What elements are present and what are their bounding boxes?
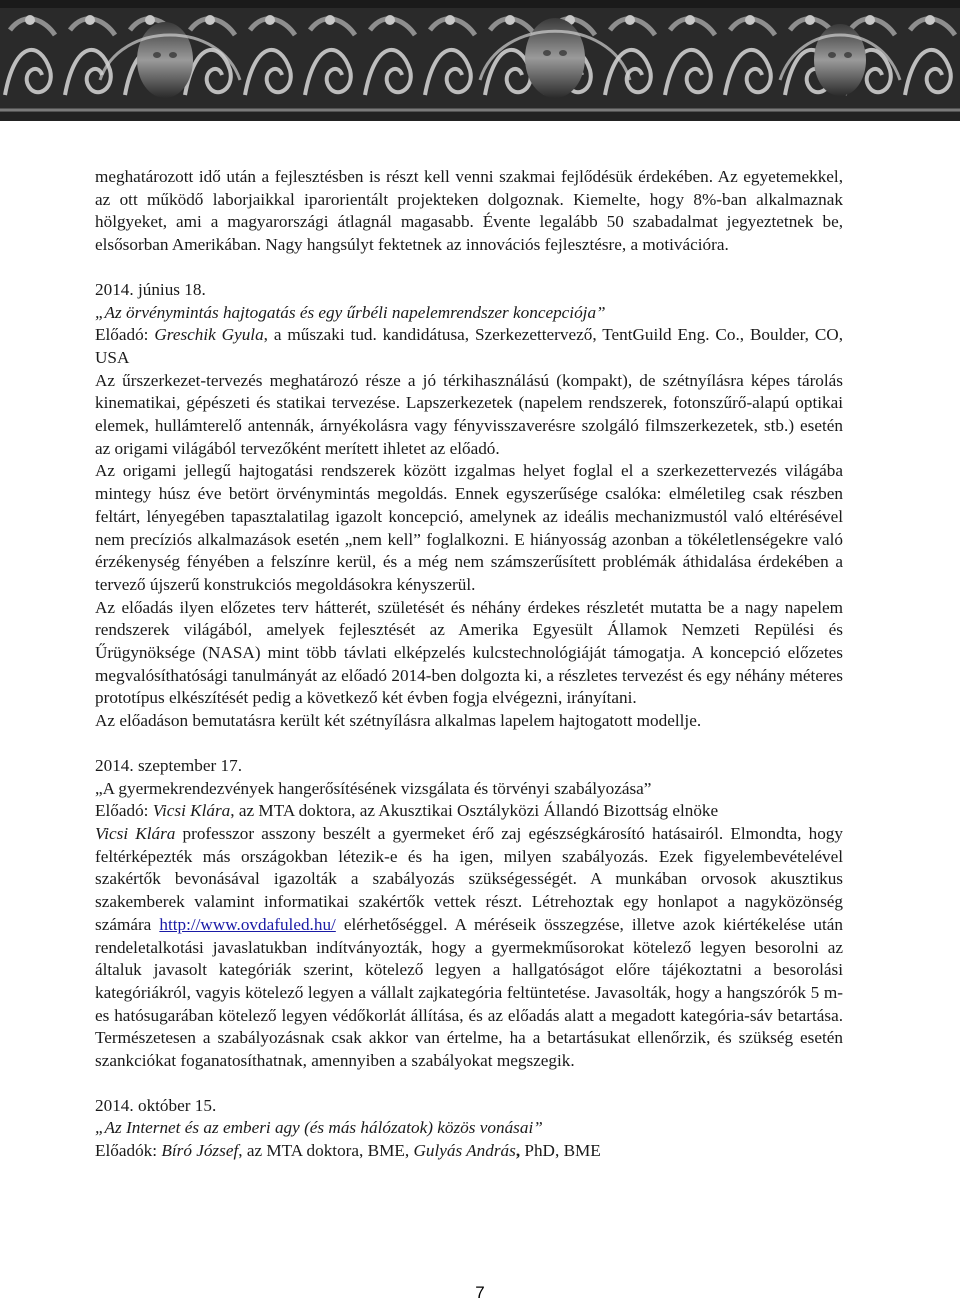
speaker-prefix: Előadó:: [95, 801, 153, 821]
body-text-part-1: professzor asszony beszélt a gyermeket érő zaj egészségkárosító hatásairól. Elmondta, hogy feltérképezték más országokban létezik-e és ha igen, milyen szabályozás. Ezek figyelembevételével szakértők bevonásával igazolták a szabályozás szükségességét. A munkában orvosok akusztikus szakemberek valamint informatikai szakértők vettek részt. Létrehoztak egy honlapot a nagyközönség számára: [95, 823, 843, 934]
event-title: „Az örvénymintás hajtogatás és egy űrbéli napelemrendszer koncepciója”: [95, 302, 606, 322]
event-paragraph-1: Az űrszerkezet-tervezés meghatározó része a jó térkihasználású (kompakt), de szétnyílásra képes tárolás kinematikai, gépészeti és statikai tervezése. Lapszerkezetek (napelem rendszerek, fotonszűrő-alapú optikai elemek, hullámterelő antennák, árnyékolásra vagy fényvisszaverésre szolgáló filmszerkezetek, stb.) esetén az origami világából tervezőként merített ihletet az előadó.: [95, 370, 843, 458]
document-body: [95, 166, 843, 1163]
speaker-name-inline: Vicsi Klára: [95, 823, 176, 843]
intro-paragraph: meghatározott idő után a fejlesztésben is részt kell venni szakmai fejlődésük érdekében. Az egyetemekkel, az ott működő laborjaikkal iparorientált projekteken dolgoznak. Kiemelte, hogy 8%-ban alkalmaznak hölgyeket, ami a magyarországi átlagnál magasabb. Évente legalább 50 szabadalmat jegyeztetnek be, elsősorban Amerikában. Nagy hangsúlyt fektetnek az innovációs fejlesztésre, a motivációra.: [95, 167, 843, 255]
ornament-frieze-image: [0, 0, 960, 121]
speaker-1-affiliation: , az MTA doktora, BME,: [238, 1141, 414, 1161]
event-date: 2014. október 15.: [95, 1095, 217, 1115]
event-paragraph-2: Az origami jellegű hajtogatási rendszerek között izgalmas helyet foglal el a szerkezettervezés világába mintegy húsz éve betört örvénymintás megoldás. Ennek egyszerűsége csalóka: elméletileg csak részben feltárt, lényegében tapasztalatilag igazolt koncepció, amelynek az ideális mechanizmustól való eltérésével nem precíziós alkalmazások esetén „nem kell” foglalkozni. E hiányosság azonban a tökéletlenségekre való érzékenység fényében a felszínre kerül, és a még nem számszerűsített problémák áthidalása érdekében a tervező újszerű konstrukciós megoldásokra kényszerül.: [95, 461, 843, 594]
speaker-affiliation: , az MTA doktora, az Akusztikai Osztályközi Állandó Bizottság elnöke: [230, 801, 719, 821]
event-paragraph-3: Az előadás ilyen előzetes terv hátterét, születését és néhány érdekes részletét mutatta be a nagy napelem rendszerek világából, amelyek fejlesztését az Amerika Egyesült Államok Nemzeti Repülési és Űrügynöksége (NASA) mint több távlati elképzelés kulcstechnológiáját támogatja. A koncepció előzetes megvalósíthatósági tanulmányát az előadó 2014-ben dolgozta ki, a részletes tervezést és egy néhány méteres prototípus elkészítését pedig a következő két évben fogja elvégezni, irányítani.: [95, 597, 843, 708]
event-speaker: [95, 800, 843, 823]
page-number: 7: [475, 1283, 485, 1302]
speaker-2-affiliation: PhD, BME: [520, 1141, 601, 1161]
event-paragraph-4: Az előadáson bemutatásra került két szétnyílásra alkalmas lapelem hajtogatott modellje.: [95, 711, 702, 731]
event-date: 2014. június 18.: [95, 279, 206, 299]
event-title: „Az Internet és az emberi agy (és más hálózatok) közös vonásai”: [95, 1118, 543, 1138]
speaker-prefix: Előadó:: [95, 325, 155, 345]
separator-comma: ,: [515, 1141, 521, 1161]
event-speaker: [95, 324, 843, 369]
event-title: „A gyermekrendezvények hangerősítésének vizsgálata és törvényi szabályozása”: [95, 778, 652, 798]
website-link[interactable]: http://www.ovdafuled.hu/: [159, 914, 336, 934]
body-text-part-2: elérhetőséggel. A méréseik összegzése, illetve azok kiértékelése után rendeletalkotási javaslatukban indítványozták, hogy a gyermekműsorokat kötelező legyen besorolni az általuk javasolt kategóriák szerint, kötelező legyen a hallgatóságot előre tájékoztatni a besorolási kategóriákról, vagyis kötelező legyen a vállalt zajkategória feltüntetése. Javasolták, hogy a hangszórók 5 m-es hatósugarában kötelező legyen védőkorlát állítása, és az előadás alatt a megadott kategória-sáv betartása. Természetesen a szabályozásnak csak akkor van értelme, ha a betartásukat ellenőrzik, és szükség esetén szankciókat foganatosíthatnak, amennyiben a szabályokat megszegik.: [95, 914, 843, 1071]
event-date: 2014. szeptember 17.: [95, 755, 243, 775]
speaker-name: Vicsi Klára: [152, 801, 231, 821]
speaker-name-1: Bíró József: [161, 1141, 239, 1161]
event-2014-09-17: [95, 755, 843, 1073]
speaker-affiliation: , a műszaki tud. kandidátusa, Szerkezettervező, TentGuild Eng. Co., Boulder, CO, USA: [95, 325, 843, 367]
header-ornament-banner: [0, 0, 960, 121]
speaker-name: Greschik Gyula: [154, 325, 264, 345]
event-2014-06-18: [95, 279, 843, 733]
speaker-prefix: Előadók:: [95, 1141, 162, 1161]
event-speakers: [95, 1140, 843, 1163]
speaker-name-2: Gulyás András: [413, 1141, 516, 1161]
event-2014-10-15: [95, 1095, 843, 1163]
event-paragraph-1: [95, 823, 843, 1073]
